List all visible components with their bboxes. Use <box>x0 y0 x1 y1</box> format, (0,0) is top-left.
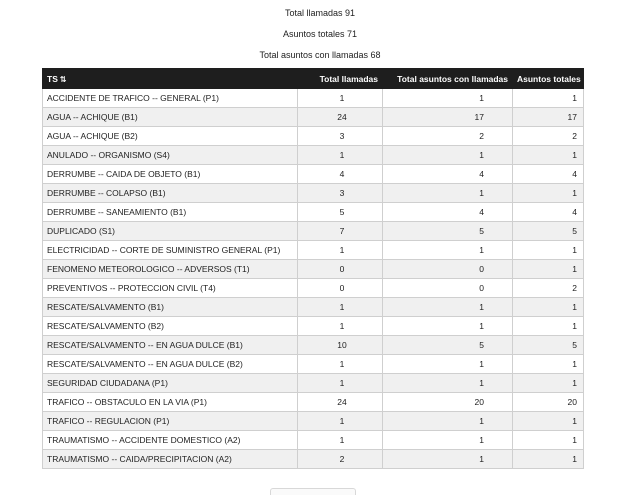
cell-total-calls: 1 <box>298 298 383 317</box>
column-header-issues-with-calls[interactable]: Total asuntos con llamadas <box>383 69 513 89</box>
table-body <box>43 89 584 469</box>
cell-total-issues: 1 <box>513 317 584 336</box>
table-row <box>43 412 584 431</box>
cell-total-calls: 1 <box>298 355 383 374</box>
cell-issues-with-calls: 17 <box>383 108 513 127</box>
table-row <box>43 393 584 412</box>
cell-issues-with-calls: 4 <box>383 203 513 222</box>
cell-issues-with-calls: 1 <box>383 431 513 450</box>
cell-total-calls: 1 <box>298 412 383 431</box>
cell-ts: PREVENTIVOS -- PROTECCION CIVIL (T4) <box>43 279 298 298</box>
cell-issues-with-calls: 0 <box>383 260 513 279</box>
cell-total-calls: 3 <box>298 184 383 203</box>
cell-ts: TRAUMATISMO -- CAIDA/PRECIPITACION (A2) <box>43 450 298 469</box>
cell-issues-with-calls: 1 <box>383 241 513 260</box>
cell-issues-with-calls: 1 <box>383 450 513 469</box>
table-row <box>43 165 584 184</box>
table-row <box>43 146 584 165</box>
cell-ts: ANULADO -- ORGANISMO (S4) <box>43 146 298 165</box>
cell-total-issues: 1 <box>513 450 584 469</box>
cell-ts: RESCATE/SALVAMENTO -- EN AGUA DULCE (B2) <box>43 355 298 374</box>
cell-total-issues: 1 <box>513 431 584 450</box>
cell-total-issues: 1 <box>513 355 584 374</box>
table-row <box>43 450 584 469</box>
table-row <box>43 336 584 355</box>
cell-total-calls: 7 <box>298 222 383 241</box>
cell-total-calls: 4 <box>298 165 383 184</box>
cell-ts: DERRUMBE -- CAIDA DE OBJETO (B1) <box>43 165 298 184</box>
cell-total-issues: 1 <box>513 89 584 108</box>
cell-total-issues: 1 <box>513 260 584 279</box>
cell-total-calls: 1 <box>298 431 383 450</box>
cell-issues-with-calls: 1 <box>383 317 513 336</box>
table-row <box>43 108 584 127</box>
cell-issues-with-calls: 1 <box>383 146 513 165</box>
cell-total-issues: 1 <box>513 146 584 165</box>
cell-issues-with-calls: 0 <box>383 279 513 298</box>
cell-ts: RESCATE/SALVAMENTO (B1) <box>43 298 298 317</box>
table-row <box>43 317 584 336</box>
cell-total-issues: 2 <box>513 127 584 146</box>
cell-total-issues: 20 <box>513 393 584 412</box>
cell-ts: AGUA -- ACHIQUE (B1) <box>43 108 298 127</box>
cell-ts: RESCATE/SALVAMENTO (B2) <box>43 317 298 336</box>
cell-ts: AGUA -- ACHIQUE (B2) <box>43 127 298 146</box>
cell-total-issues: 1 <box>513 374 584 393</box>
table-row <box>43 279 584 298</box>
cell-ts: DERRUMBE -- SANEAMIENTO (B1) <box>43 203 298 222</box>
column-header-ts-label: TS <box>47 73 58 84</box>
cell-ts: ELECTRICIDAD -- CORTE DE SUMINISTRO GENERAL (P1) <box>43 241 298 260</box>
cell-total-calls: 24 <box>298 108 383 127</box>
cell-total-issues: 1 <box>513 412 584 431</box>
table-row <box>43 184 584 203</box>
cell-total-calls: 1 <box>298 374 383 393</box>
cell-ts: SEGURIDAD CIUDADANA (P1) <box>43 374 298 393</box>
cell-total-issues: 1 <box>513 184 584 203</box>
sort-filter-icon[interactable]: ⇅ <box>59 74 67 84</box>
column-header-total-issues[interactable]: Asuntos totales <box>513 69 584 89</box>
cell-issues-with-calls: 1 <box>383 184 513 203</box>
cell-total-calls: 1 <box>298 317 383 336</box>
cell-issues-with-calls: 5 <box>383 222 513 241</box>
cell-issues-with-calls: 20 <box>383 393 513 412</box>
cell-issues-with-calls: 2 <box>383 127 513 146</box>
cell-total-issues: 1 <box>513 241 584 260</box>
cell-total-issues: 17 <box>513 108 584 127</box>
cell-ts: DERRUMBE -- COLAPSO (B1) <box>43 184 298 203</box>
cell-issues-with-calls: 1 <box>383 298 513 317</box>
table-row <box>43 260 584 279</box>
cell-total-calls: 5 <box>298 203 383 222</box>
cell-issues-with-calls: 5 <box>383 336 513 355</box>
cell-issues-with-calls: 1 <box>383 412 513 431</box>
cell-total-issues: 5 <box>513 336 584 355</box>
cell-issues-with-calls: 1 <box>383 89 513 108</box>
cell-ts: TRAFICO -- REGULACION (P1) <box>43 412 298 431</box>
cell-issues-with-calls: 1 <box>383 355 513 374</box>
cell-total-calls: 0 <box>298 279 383 298</box>
cell-total-calls: 1 <box>298 89 383 108</box>
cell-issues-with-calls: 4 <box>383 165 513 184</box>
table-row <box>43 374 584 393</box>
cell-total-issues: 4 <box>513 203 584 222</box>
pagination-control[interactable] <box>270 488 356 495</box>
results-table <box>42 68 584 469</box>
table-row <box>43 127 584 146</box>
cell-ts: TRAFICO -- OBSTACULO EN LA VIA (P1) <box>43 393 298 412</box>
cell-total-calls: 2 <box>298 450 383 469</box>
cell-total-issues: 5 <box>513 222 584 241</box>
table-header-row <box>43 69 584 89</box>
cell-total-issues: 4 <box>513 165 584 184</box>
table-row <box>43 431 584 450</box>
summary-issues-with-calls: Total asuntos con llamadas 68 <box>259 50 381 60</box>
cell-ts: ACCIDENTE DE TRAFICO -- GENERAL (P1) <box>43 89 298 108</box>
table-row <box>43 298 584 317</box>
column-header-ts[interactable] <box>43 69 298 89</box>
table-row <box>43 241 584 260</box>
cell-total-issues: 2 <box>513 279 584 298</box>
cell-total-calls: 10 <box>298 336 383 355</box>
cell-ts: DUPLICADO (S1) <box>43 222 298 241</box>
cell-total-calls: 3 <box>298 127 383 146</box>
cell-total-calls: 0 <box>298 260 383 279</box>
table-row <box>43 89 584 108</box>
cell-ts: RESCATE/SALVAMENTO -- EN AGUA DULCE (B1) <box>43 336 298 355</box>
cell-total-calls: 1 <box>298 241 383 260</box>
table-row <box>43 203 584 222</box>
cell-ts: FENOMENO METEOROLOGICO -- ADVERSOS (T1) <box>43 260 298 279</box>
summary-total-calls: Total llamadas 91 <box>284 8 356 18</box>
column-header-total-calls[interactable]: Total llamadas <box>298 69 383 89</box>
cell-total-calls: 1 <box>298 146 383 165</box>
table-row <box>43 222 584 241</box>
cell-issues-with-calls: 1 <box>383 374 513 393</box>
cell-total-issues: 1 <box>513 298 584 317</box>
table-row <box>43 355 584 374</box>
cell-total-calls: 24 <box>298 393 383 412</box>
summary-total-issues: Asuntos totales 71 <box>282 29 358 39</box>
cell-ts: TRAUMATISMO -- ACCIDENTE DOMESTICO (A2) <box>43 431 298 450</box>
